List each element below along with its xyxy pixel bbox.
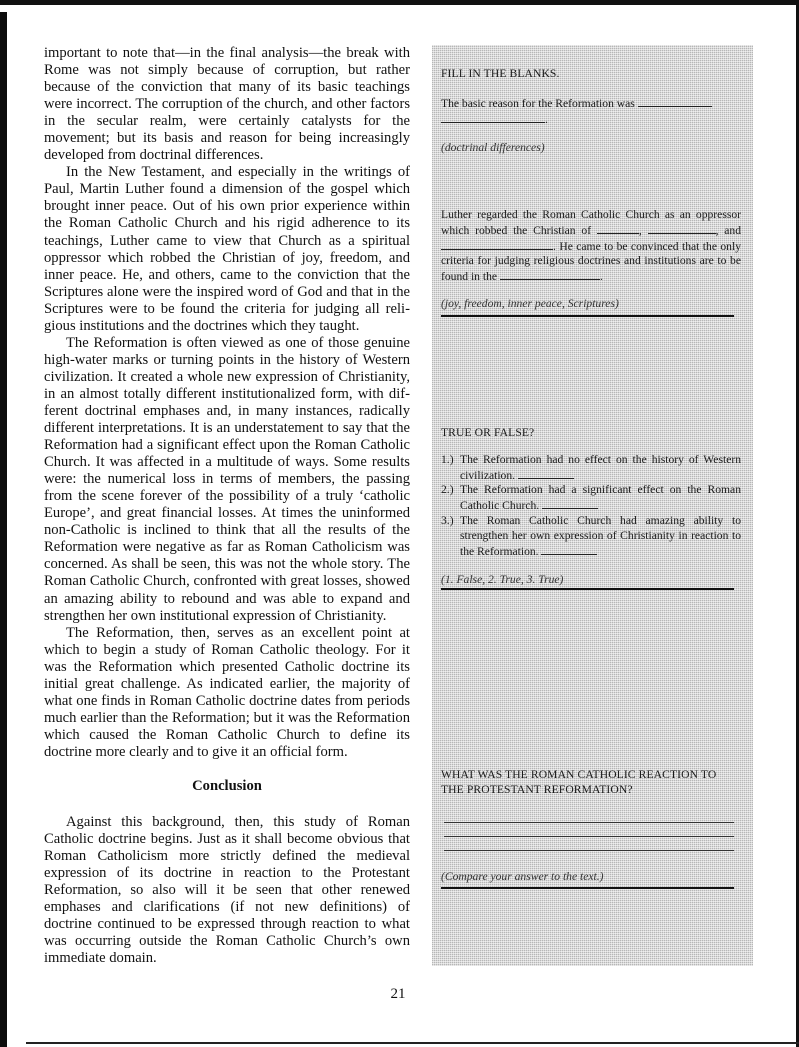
body-paragraph-3: The Reformation is often viewed as one of those genuine high-water marks or turning points in the history of Western civilization. It created a whole new expression of Christianity, in an almost totally different institutionalized form, with different doctrinal emphases and, in many instances, radically different interpretations. It is an understatement to say that the Reformation had a significant effect upon the Roman Catholic Church. It was affected in a multitude of ways. Some results were: the numerical loss in terms of members, the passing from the scene forever of the possibility of a truly ‘catholic Europe’, and great financial losses. At times the uninformed non-Catholic is inclined to think that all the results of the Reformation were negative as far as Roman Catholicism was concerned. As shall be seen, this was not the whole story. The Roman Catholic Church, confronted with great losses, showed an amazing ability to rebound and was able to expand and strengthen her own institutional expression of Christianity. (44, 334, 410, 624)
true-false-item-text: The Roman Catholic Church had amazing ability to strengthen her own expression of Christianity in reaction to the Reformation. (460, 513, 741, 558)
true-false-item-number: 3.) (441, 513, 454, 527)
true-false-answer-blank-3[interactable] (541, 544, 597, 555)
true-false-item-1 (441, 453, 741, 484)
fill-in-q2-blank-2[interactable] (648, 223, 716, 234)
fill-in-question-1: The basic reason for the Reformation was . (441, 96, 741, 128)
true-false-answer-blank-1[interactable] (518, 468, 574, 479)
scan-border-left (0, 12, 7, 1047)
study-guide-sidebar (432, 45, 753, 966)
page-number: 21 (390, 986, 406, 1002)
fill-in-q2-and: and (724, 223, 742, 237)
scan-border-bottom (26, 1042, 799, 1044)
true-false-item-3 (441, 514, 741, 559)
body-paragraph-1: important to note that—in the final analysis—the break with Rome was not simply because of corruption, but rather because of the conviction that many of its basic teachings were incorrect. The corruption of the church, and other factors in the secular realm, were certainly catalysts for the movement; but its basis and reason for being increasingly developed from doctrinal differences. (44, 45, 410, 164)
short-answer-heading: WHAT WAS THE ROMAN CATHOLIC REACTION TO THE PROTESTANT REFORMATION? (441, 768, 717, 796)
true-false-item-number: 1.) (441, 452, 454, 466)
body-paragraph-2: In the New Testament, and especially in the writings of Paul, Martin Luther found a dimension of the gospel which brought inner peace. Out of his own prior experience within the Roman Catholic Church and his rigid adherence to its teachings, Luther came to view that Church as a spiritual oppressor which robbed the Christian of joy, freedom, and inner peace. He, and others, came to the conviction that the Scriptures alone were the inspired word of God and that in the Scriptures were to be found the criteria for judging all religious institutions and the doctrines which they taught. (44, 164, 410, 334)
fill-in-q2-blank-1[interactable] (597, 223, 639, 234)
fill-in-q1-text: The basic reason for the Reformation was (441, 96, 635, 110)
conclusion-paragraph: Against this background, then, this study of Roman Catholic doctrine begins. Just as it shall become obvious that Roman Catholicism more strictly defined the medieval expression of its doctrine in reaction to the Protestant Reformation, so also will it be seen that other renewed emphases and clarifications (if not new definitions) of doctrine continued to be expressed through reaction to what was occurring outside the Roman Catholic Church’s own immediate domain. (44, 814, 410, 967)
answer-line-1[interactable] (444, 822, 734, 823)
true-false-item-2 (441, 483, 741, 514)
section-divider (441, 887, 734, 889)
section-divider (441, 315, 734, 317)
scan-border-top (0, 0, 799, 5)
fill-in-q2-blank-3[interactable] (441, 239, 553, 250)
fill-in-section (441, 67, 741, 156)
fill-in-q1-blank-b[interactable] (441, 112, 545, 123)
conclusion-heading: Conclusion (192, 777, 262, 794)
short-answer-section (441, 768, 737, 798)
short-answer-hint: (Compare your answer to the text.) (441, 870, 604, 883)
fill-in-heading: FILL IN THE BLANKS. (441, 67, 560, 80)
body-paragraph-4: The Reformation, then, serves as an excellent point at which to begin a study of Roman Catholic theology. For it was the Reformation which presented Catholic doctrine its initial great challenge. As indicated earlier, the majority of what one finds in Roman Catholic doctrine dates from periods much earlier than the Reformation; but it was the Reformation which caused the Roman Catholic Church to define its doctrine more clearly and to give it an official form. (44, 624, 410, 760)
true-false-item-text: The Reformation had no effect on the history of Western civilization. (460, 452, 741, 482)
fill-in-q2-part2: . He came to be convinced that the only criteria for judging religious doctrines and institutions are to be found in the (441, 239, 741, 284)
answer-line-2[interactable] (444, 836, 734, 837)
true-false-section (441, 426, 741, 588)
section-divider (441, 588, 734, 590)
true-false-answer: (1. False, 2. True, 3. True) (441, 573, 564, 587)
answer-line-3[interactable] (444, 850, 734, 851)
fill-in-q2-blank-4[interactable] (500, 269, 600, 280)
fill-in-q2-part1: Luther regarded the Roman Catholic Church as an oppressor which robbed the Christian of (441, 208, 741, 237)
fill-in-question-2: Luther regarded the Roman Catholic Church as an oppressor which robbed the Christian of , , and . He came to be convinced that the only criteria for judging religious doctrines and institutions are to be found in the . (441, 208, 742, 284)
true-false-item-text: The Reformation had a significant effect on the Roman Catholic Church. (460, 483, 741, 513)
body-text-column (44, 45, 410, 967)
true-false-heading: TRUE OR FALSE? (441, 426, 535, 439)
fill-in-q1-blank-a[interactable] (638, 96, 712, 107)
fill-in-q1-answer: (doctrinal differences) (441, 141, 545, 155)
true-false-item-number: 2.) (441, 483, 454, 497)
true-false-answer-blank-2[interactable] (542, 498, 598, 509)
fill-in-q2-answer: (joy, freedom, inner peace, Scriptures) (441, 297, 619, 310)
